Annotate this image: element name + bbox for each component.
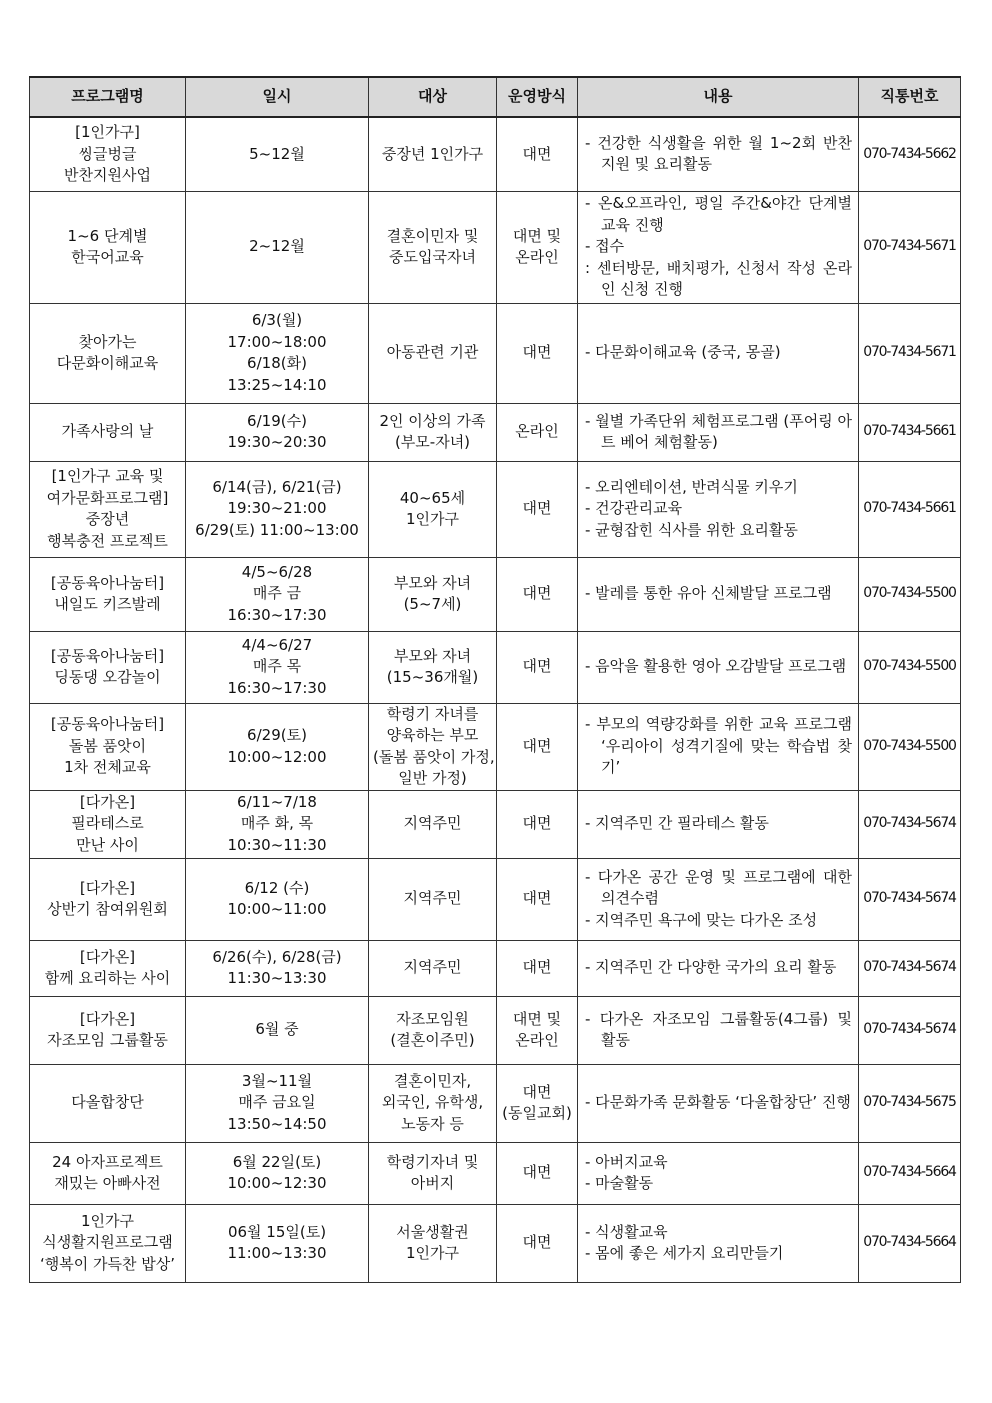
cell-target [369,303,497,403]
cell-phone: 070-7434-5664 [859,1204,961,1282]
cell-target-line: (15~36개월) [386,668,479,686]
header-method: 운영방식 [497,77,578,117]
cell-method-line: 대면 [522,736,552,755]
cell-method [497,191,578,303]
cell-method [497,631,578,703]
cell-program-name-line: 1인가구 [80,1211,134,1230]
cell-content-line: - 식생활교육 [585,1222,668,1241]
cell-method-line: 대면 및 [512,1009,562,1028]
cell-method-line: 대면 [522,657,552,676]
cell-phone: 070-7434-5674 [859,996,961,1064]
cell-date-time [186,858,369,940]
cell-date-time-line: 6/26(수), 6/28(금) [212,947,342,966]
cell-target [369,403,497,461]
cell-program-name-line: 자조모임 그룹활동 [47,1031,168,1049]
cell-program-name-line: [다가온] [79,792,136,811]
cell-target-line: 1인가구 [405,1244,459,1262]
table-row [30,996,961,1064]
program-table-container [29,76,960,1283]
cell-method-line: 온라인 [515,1031,559,1049]
table-row [30,940,961,996]
cell-program-name [30,403,186,461]
cell-program-name [30,117,186,191]
cell-date-time-line: 6/29(토) [247,726,307,744]
header-date-time: 일시 [186,77,369,117]
cell-program-name [30,303,186,403]
cell-method [497,1142,578,1204]
cell-content [578,117,859,191]
cell-target [369,703,497,790]
cell-phone: 070-7434-5664 [859,1142,961,1204]
cell-program-name-line: 1~6 단계별 [67,226,148,245]
cell-date-time-line: 매주 금 [252,584,302,603]
cell-date-time-line: 2~12월 [249,237,305,256]
cell-target-line: 결혼이민자 및 [386,226,479,245]
cell-program-name-line: 24 아자프로젝트 [52,1152,163,1171]
cell-method-line: 대면 [522,889,552,908]
cell-method [497,303,578,403]
cell-date-time-line: 4/5~6/28 [241,562,313,581]
cell-method [497,996,578,1064]
cell-target-line: 2인 이상의 가족 [379,411,486,430]
cell-date-time-line: 10:00~12:30 [227,1174,327,1192]
cell-program-name-line: 1차 전체교육 [64,758,151,777]
cell-phone: 070-7434-5671 [859,303,961,403]
cell-date-time [186,1204,369,1282]
table-row [30,1142,961,1204]
cell-date-time [186,403,369,461]
cell-content [578,790,859,858]
cell-program-name [30,703,186,790]
cell-date-time-line: 10:00~11:00 [227,900,327,918]
cell-date-time-line: 11:00~13:30 [227,1244,327,1262]
cell-date-time-line: 10:30~11:30 [227,835,327,854]
cell-method [497,1204,578,1282]
cell-method-line: 대면 [522,1082,552,1101]
cell-date-time-line: 6/12 (수) [244,878,310,897]
cell-content-line: - 아버지교육 [585,1152,668,1171]
cell-program-name-line: 반찬지원사업 [64,166,151,184]
cell-content-line: - 건강한 식생활을 위한 월 1~2회 반찬 지원 및 요리활동 [585,133,852,174]
cell-program-name-line: 찾아가는 [78,332,137,351]
table-row [30,631,961,703]
cell-method-line: (동일교회) [502,1104,572,1122]
cell-content-line: - 음악을 활용한 영아 오감발달 프로그램 [585,657,847,676]
cell-content-line: - 지역주민 간 필라테스 활동 [585,814,769,833]
cell-content [578,1204,859,1282]
cell-date-time [186,631,369,703]
cell-method [497,403,578,461]
cell-date-time-line: 10:00~12:00 [227,747,327,766]
cell-date-time-line: 6/3(월) [251,311,303,329]
cell-method-line: 대면 [522,343,552,362]
cell-method [497,940,578,996]
cell-program-name-line: [다가온] [79,878,136,897]
cell-content-line: - 건강관리교육 [585,499,683,518]
cell-date-time-line: 매주 화, 목 [240,814,314,833]
cell-content-line: - 다문화이해교육 (중국, 몽골) [585,343,781,362]
cell-target-line: 지역주민 [403,889,462,908]
cell-date-time-line: 17:00~18:00 [227,332,327,351]
cell-program-name-line: 만난 사이 [76,835,139,854]
cell-date-time [186,117,369,191]
header-content: 내용 [578,77,859,117]
cell-date-time-line: 16:30~17:30 [227,678,327,697]
cell-target [369,461,497,557]
cell-date-time-line: 19:30~21:00 [227,499,327,518]
cell-date-time [186,1064,369,1142]
cell-target-line: 외국인, 유학생, [381,1093,484,1112]
cell-program-name-line: 재밌는 아빠사전 [54,1174,161,1192]
cell-phone: 070-7434-5500 [859,703,961,790]
header-target: 대상 [369,77,497,117]
cell-content-line: - 지역주민 욕구에 맞는 다가온 조성 [585,910,818,929]
cell-program-name-line: [1인가구 교육 및 [51,467,164,485]
cell-method-line: 대면 및 [512,226,562,245]
cell-content-line: - 균형잡힌 식사를 위한 요리활동 [585,520,798,539]
header-phone: 직통번호 [859,77,961,117]
cell-content-line: - 월별 가족단위 체험프로그램 (푸어링 아트 베어 체험활동) [585,411,852,451]
cell-phone: 070-7434-5662 [859,117,961,191]
table-row [30,858,961,940]
cell-program-name [30,1142,186,1204]
cell-target [369,996,497,1064]
cell-program-name-line: 여가문화프로그램] [46,488,169,507]
cell-phone: 070-7434-5674 [859,790,961,858]
cell-date-time-line: 13:25~14:10 [227,375,327,394]
cell-date-time [186,303,369,403]
cell-date-time-line: 6월 중 [255,1020,299,1039]
cell-date-time-line: 6/14(금), 6/21(금) [212,477,342,496]
cell-phone: 070-7434-5674 [859,940,961,996]
cell-program-name-line: 상반기 참여위원회 [47,900,168,918]
cell-target-line: 서울생활권 [396,1222,469,1241]
cell-content-line: - 다문화가족 문화활동 ‘다올합창단’ 진행 [585,1093,851,1112]
cell-target-line: 지역주민 [403,958,462,977]
cell-program-name-line: [공동육아나눔터] [50,573,165,592]
cell-content [578,303,859,403]
cell-method [497,461,578,557]
table-row [30,191,961,303]
cell-program-name [30,996,186,1064]
cell-target-line: (부모-자녀) [394,433,471,451]
cell-program-name-line: 중장년 [85,510,130,528]
cell-content [578,940,859,996]
cell-content [578,1142,859,1204]
cell-content [578,703,859,790]
cell-target-line: 양육하는 부모 [386,726,479,744]
cell-phone: 070-7434-5661 [859,403,961,461]
table-body [30,117,961,1282]
cell-date-time-line: 16:30~17:30 [227,605,327,624]
cell-target-line: 학령기자녀 및 [386,1152,479,1171]
cell-target-line: 일반 가정) [398,769,467,787]
table-row [30,403,961,461]
cell-target [369,858,497,940]
cell-date-time-line: 06월 15일(토) [227,1222,327,1241]
cell-program-name-line: 다문화이해교육 [56,354,159,372]
cell-content [578,1064,859,1142]
cell-program-name-line: [다가온] [79,947,136,966]
cell-target-line: 40~65세 [399,488,466,507]
cell-program-name-line: 내일도 키즈발레 [54,595,161,613]
cell-content [578,403,859,461]
cell-target-line: 부모와 자녀 [393,646,472,665]
table-row [30,1064,961,1142]
cell-program-name-line: 필라테스로 [71,814,144,833]
cell-date-time-line: 6/29(토) 11:00~13:00 [195,520,359,539]
table-row [30,557,961,631]
cell-program-name-line: 가족사랑의 날 [61,422,154,441]
cell-method-line: 온라인 [515,248,559,266]
cell-content-line: - 부모의 역량강화를 위한 교육 프로그램 ‘우리아이 성격기질에 맞는 학습법 찾기’ [585,715,852,777]
cell-date-time-line: 4/4~6/27 [241,635,313,654]
cell-phone: 070-7434-5500 [859,557,961,631]
cell-content [578,858,859,940]
cell-program-name-line: 돌봄 품앗이 [68,736,147,755]
cell-method [497,790,578,858]
cell-date-time [186,1142,369,1204]
cell-content [578,557,859,631]
cell-program-name [30,858,186,940]
cell-content [578,461,859,557]
cell-method [497,117,578,191]
cell-program-name-line: 식생활지원프로그램 [42,1233,173,1252]
cell-target-line: 학령기 자녀를 [386,704,479,723]
cell-target-line: 중도입국자녀 [389,248,476,266]
cell-program-name-line: 씽글벙글 [78,144,137,163]
header-program-name: 프로그램명 [30,77,186,117]
cell-method-line: 대면 [522,958,552,977]
cell-target-line: 아동관련 기관 [386,343,479,362]
cell-method [497,557,578,631]
cell-program-name-line: [공동육아나눔터] [50,715,165,734]
cell-content [578,996,859,1064]
cell-program-name-line: ‘행복이 가득찬 밥상’ [40,1254,175,1273]
cell-target-line: 1인가구 [405,510,459,528]
cell-target-line: (돌봄 품앗이 가정, [373,747,495,766]
cell-program-name-line: 한국어교육 [71,248,144,266]
cell-program-name [30,790,186,858]
cell-target-line: 지역주민 [403,814,462,833]
cell-content-line: : 센터방문, 배치평가, 신청서 작성 온라인 신청 진행 [585,258,852,299]
cell-content-line: - 오리엔테이션, 반려식물 키우기 [585,477,798,496]
cell-target [369,1204,497,1282]
cell-target-line: 중장년 1인가구 [381,144,484,163]
cell-target [369,191,497,303]
cell-target [369,631,497,703]
table-row [30,790,961,858]
cell-program-name-line: 다올합창단 [71,1093,144,1112]
cell-date-time-line: 6월 22일(토) [232,1152,322,1171]
cell-method-line: 대면 [522,499,552,518]
cell-program-name [30,1064,186,1142]
cell-content [578,191,859,303]
cell-target-line: 아버지 [410,1174,455,1192]
cell-program-name-line: [다가온] [79,1009,136,1028]
cell-content [578,631,859,703]
cell-program-name [30,461,186,557]
cell-method [497,703,578,790]
cell-target-line: 부모와 자녀 [393,573,472,592]
cell-content-line: - 온&오프라인, 평일 주간&야간 단계별 교육 진행 [585,194,852,234]
cell-method-line: 대면 [522,584,552,603]
cell-program-name [30,191,186,303]
cell-content-line: - 몸에 좋은 세가지 요리만들기 [585,1244,784,1262]
cell-target-line: 자조모임원 [396,1009,469,1028]
cell-target [369,117,497,191]
cell-phone: 070-7434-5661 [859,461,961,557]
cell-phone: 070-7434-5675 [859,1064,961,1142]
table-header-row [30,77,961,117]
cell-target [369,1064,497,1142]
cell-date-time [186,996,369,1064]
cell-content-line: - 지역주민 간 다양한 국가의 요리 활동 [585,958,837,977]
cell-program-name-line: [1인가구] [75,123,140,141]
cell-program-name-line: 행복충전 프로젝트 [47,531,168,550]
table-row [30,1204,961,1282]
cell-target-line: (5~7세) [403,595,462,613]
cell-target [369,790,497,858]
cell-date-time-line: 11:30~13:30 [227,969,327,987]
cell-program-name [30,557,186,631]
cell-program-name [30,940,186,996]
cell-content-line: - 다가온 공간 운영 및 프로그램에 대한 의견수렴 [585,867,852,908]
cell-date-time-line: 5~12월 [249,144,305,163]
table-row [30,703,961,790]
cell-method-line: 대면 [522,814,552,833]
cell-date-time-line: 3월~11월 [241,1071,313,1090]
cell-date-time-line: 6/11~7/18 [237,792,317,811]
cell-date-time [186,191,369,303]
program-schedule-table [29,76,961,1283]
cell-method-line: 온라인 [515,422,559,441]
cell-method-line: 대면 [522,1233,552,1252]
table-row [30,117,961,191]
cell-target [369,940,497,996]
cell-date-time-line: 19:30~20:30 [227,433,327,451]
cell-program-name-line: 딩동댕 오감놀이 [54,668,161,686]
table-row [30,461,961,557]
cell-method [497,858,578,940]
cell-phone: 070-7434-5671 [859,191,961,303]
cell-phone: 070-7434-5500 [859,631,961,703]
cell-date-time-line: 6/18(화) [247,354,307,372]
cell-target-line: 결혼이민자, [393,1071,472,1090]
cell-target-line: (결혼이주민) [390,1031,475,1049]
cell-program-name [30,1204,186,1282]
cell-date-time-line: 13:50~14:50 [227,1114,327,1133]
cell-date-time [186,790,369,858]
cell-program-name-line: [공동육아나눔터] [50,646,165,665]
cell-target [369,557,497,631]
cell-program-name-line: 함께 요리하는 사이 [44,969,171,987]
cell-content-line: - 마술활동 [585,1174,654,1192]
cell-content-line: - 접수 [585,237,625,256]
cell-program-name [30,631,186,703]
cell-method-line: 대면 [522,1163,552,1182]
cell-phone: 070-7434-5674 [859,858,961,940]
cell-date-time [186,557,369,631]
cell-date-time [186,461,369,557]
table-row [30,303,961,403]
cell-method-line: 대면 [522,144,552,163]
cell-date-time-line: 매주 목 [252,657,302,676]
cell-target-line: 노동자 등 [401,1114,464,1133]
cell-target [369,1142,497,1204]
cell-date-time-line: 6/19(수) [247,411,307,430]
cell-method [497,1064,578,1142]
cell-date-time [186,940,369,996]
cell-content-line: - 다가온 자조모임 그룹활동(4그룹) 및 활동 [585,1009,852,1049]
cell-date-time-line: 매주 금요일 [238,1093,316,1112]
cell-date-time [186,703,369,790]
cell-content-line: - 발레를 통한 유아 신체발달 프로그램 [585,584,832,603]
